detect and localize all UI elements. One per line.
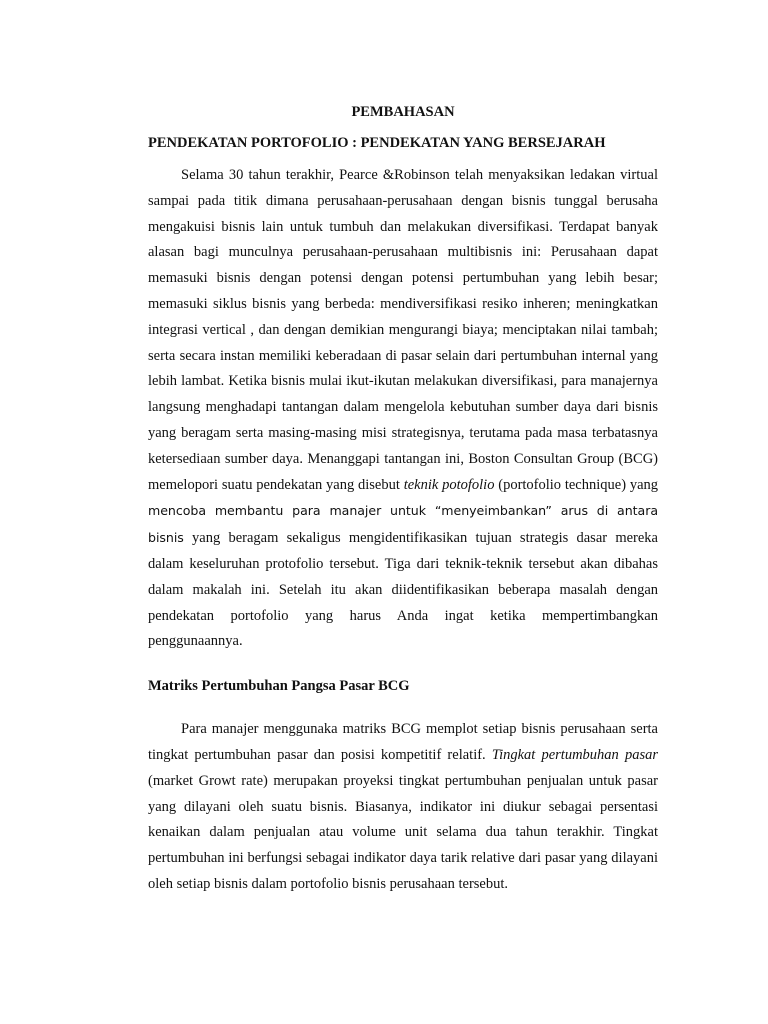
- paragraph-text: Selama 30 tahun terakhir, Pearce &Robinson telah menyaksikan ledakan virtual sampai pada titik dimana perusahaan-perusahaan dengan bisnis tunggal berusaha mengakuisi bisnis lain untuk tumbuh dan melakukan diversifikasi. Terdapat banyak alasan bagi munculnya perusahaan-perusahaan multibisnis ini: Perusahaan dapat memasuki bisnis dengan potensi dengan potensi pertumbuhan yang lebih besar; memasuki siklus bisnis yang berbeda: mendiversifikasi resiko inheren; meningkatkan integrasi vertical , dan dengan demikian mengurangi biaya; menciptakan nilai tambah; serta secara instan memiliki keberadaan di pasar selain dari pertumbuhan internal yang lebih lambat. Ketika bisnis mulai ikut-ikutan melakukan diversifikasi, para manajernya langsung menghadapi tantangan dalam mengelola kebutuhan sumber daya dari bisnis yang beragam serta masing-masing misi strategisnya, terutama pada masa terbatasnya ketersediaan sumber daya. Menanggapi tantangan ini, Boston Consultan Group (BCG) memelopori suatu pendekatan yang disebut: [148, 167, 658, 493]
- section-heading: PENDEKATAN PORTOFOLIO : PENDEKATAN YANG BERSEJARAH: [148, 135, 606, 151]
- italic-term: teknik potofolio: [403, 476, 495, 493]
- paragraph-text: (portofolio technique) yang: [494, 476, 659, 493]
- page-content: [148, 103, 658, 898]
- sans-serif-text-line: mencoba membantu para manajer untuk “menyeimbankan” arus di antara bisnis: [148, 503, 658, 546]
- paragraph-text: Para manajer menggunaka matriks BCG memplot setiap bisnis perusahaan serta tingkat pertumbuhan pasar dan posisi kompetitif relatif.: [148, 721, 658, 763]
- paragraph-bcg-matrix: [148, 717, 658, 898]
- paragraph-text: (market Growt rate) merupakan proyeksi tingkat pertumbuhan penjualan untuk pasar yang dilayani oleh suatu bisnis. Biasanya, indikator ini diukur sebagai persentasi kenaikan dalam penjualan atau volume unit selama dua tahun terakhir. Tingkat pertumbuhan ini berfungsi sebagai indikator daya tarik relative dari pasar yang dilayani oleh setiap bisnis dalam portofolio bisnis perusahaan tersebut.: [148, 772, 658, 892]
- subsection-heading: Matriks Pertumbuhan Pangsa Pasar BCG: [148, 678, 410, 695]
- page-title: PEMBAHASAN: [351, 104, 455, 120]
- italic-term: Tingkat pertumbuhan pasar: [491, 746, 658, 763]
- paragraph-portfolio-intro: [148, 163, 658, 655]
- paragraph-text: yang beragam sekaligus mengidentifikasikan tujuan strategis dasar mereka dalam keseluruhan protofolio tersebut. Tiga dari teknik-teknik tersebut akan dibahas dalam makalah ini. Setelah itu akan diidentifikasikan beberapa masalah dengan pendekatan portofolio yang harus Anda ingat ketika mempertimbangkan penggunaannya.: [148, 530, 658, 650]
